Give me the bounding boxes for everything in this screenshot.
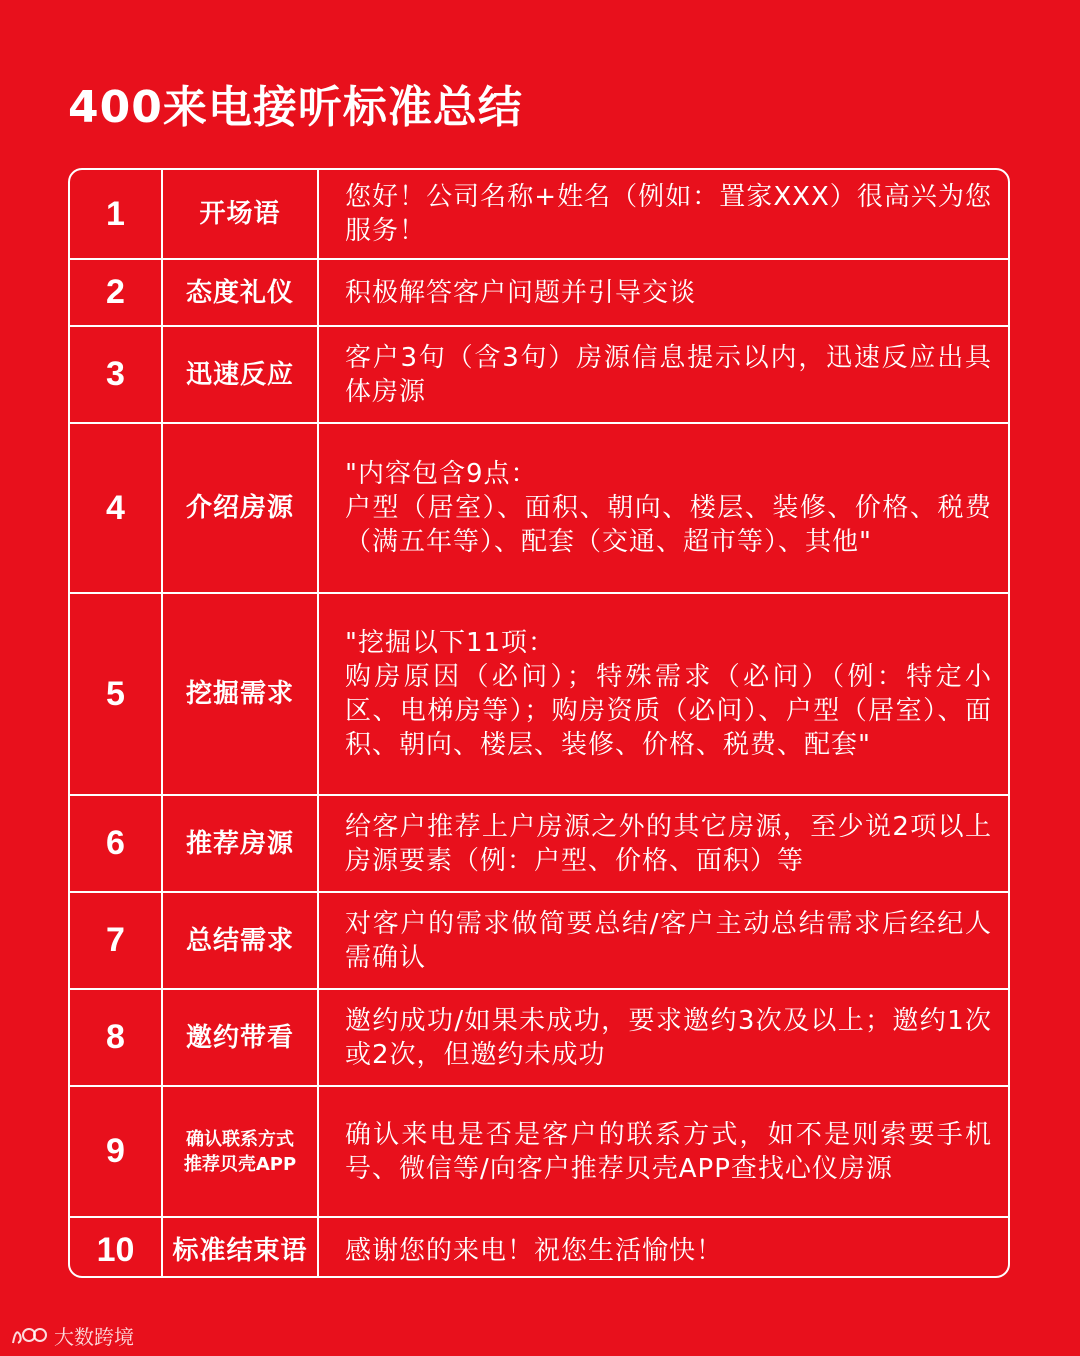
row-category: 总结需求 — [162, 892, 318, 989]
row-description: 给客户推荐上户房源之外的其它房源，至少说2项以上房源要素（例：户型、价格、面积）等 — [318, 795, 1008, 892]
table-row — [70, 892, 1008, 989]
row-category: 标准结束语 — [162, 1217, 318, 1278]
table-row — [70, 795, 1008, 892]
row-description: 您好！公司名称+姓名（例如：置家XXX）很高兴为您服务！ — [318, 170, 1008, 259]
page-title: 400来电接听标准总结 — [68, 82, 523, 133]
table-row — [70, 593, 1008, 795]
table-row — [70, 326, 1008, 423]
row-number: 9 — [70, 1086, 162, 1217]
row-number: 4 — [70, 423, 162, 593]
row-number: 2 — [70, 259, 162, 326]
table-row — [70, 1086, 1008, 1217]
standards-table — [68, 168, 1010, 1278]
row-number: 10 — [70, 1217, 162, 1278]
row-description: "挖掘以下11项： 购房原因（必问）；特殊需求（必问）（例：特定小区、电梯房等）；购房资质（必问）、户型（居室）、面积、朝向、楼层、装修、价格、税费、配套" — [318, 593, 1008, 795]
row-category: 迅速反应 — [162, 326, 318, 423]
table-row — [70, 170, 1008, 259]
row-number: 5 — [70, 593, 162, 795]
table-row — [70, 989, 1008, 1086]
row-description: 对客户的需求做简要总结/客户主动总结需求后经纪人需确认 — [318, 892, 1008, 989]
table-row — [70, 259, 1008, 326]
row-category: 开场语 — [162, 170, 318, 259]
row-number: 1 — [70, 170, 162, 259]
logo-icon — [10, 1323, 48, 1347]
row-category-line: 确认联系方式 — [186, 1128, 294, 1150]
row-description: 客户3句（含3句）房源信息提示以内，迅速反应出具体房源 — [318, 326, 1008, 423]
row-description: 积极解答客户问题并引导交谈 — [318, 259, 1008, 326]
row-category: 挖掘需求 — [162, 593, 318, 795]
row-category: 邀约带看 — [162, 989, 318, 1086]
table-row — [70, 423, 1008, 593]
row-category: 态度礼仪 — [162, 259, 318, 326]
watermark-text: 大数跨境 — [54, 1324, 134, 1349]
row-description: "内容包含9点： 户型（居室）、面积、朝向、楼层、装修、价格、税费（满五年等）、配套（交通、超市等）、其他" — [318, 423, 1008, 593]
row-category-line: 推荐贝壳APP — [183, 1153, 297, 1175]
row-category — [162, 1086, 318, 1217]
row-number: 8 — [70, 989, 162, 1086]
row-category: 推荐房源 — [162, 795, 318, 892]
row-description: 邀约成功/如果未成功，要求邀约3次及以上；邀约1次或2次，但邀约未成功 — [318, 989, 1008, 1086]
table-row — [70, 1217, 1008, 1278]
row-number: 3 — [70, 326, 162, 423]
watermark — [10, 1320, 134, 1350]
row-number: 6 — [70, 795, 162, 892]
row-description: 感谢您的来电！祝您生活愉快！ — [318, 1217, 1008, 1278]
row-number: 7 — [70, 892, 162, 989]
row-description: 确认来电是否是客户的联系方式，如不是则索要手机号、微信等/向客户推荐贝壳APP查找心仪房源 — [318, 1086, 1008, 1217]
row-category: 介绍房源 — [162, 423, 318, 593]
